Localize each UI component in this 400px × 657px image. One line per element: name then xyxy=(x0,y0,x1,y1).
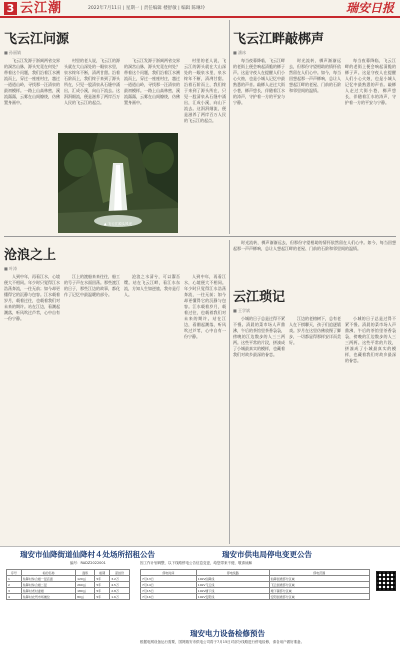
table-row xyxy=(141,594,370,600)
table-cell: 10kV安阳线 xyxy=(196,594,269,600)
page-number: 3 xyxy=(4,2,17,15)
left-notice-table xyxy=(6,569,130,600)
table-cell: 5年 xyxy=(95,576,110,582)
table-cell: 80㎡ xyxy=(76,594,95,600)
notice-area xyxy=(0,546,400,657)
table-cell: 5年 xyxy=(95,594,110,600)
article3-col3: 沧浪之水清兮，可以濯吾缨。站在飞云江畔，看江水东流，方知人生如逆旅，我亦是行人。 xyxy=(124,274,180,297)
masthead-rule xyxy=(0,16,400,18)
table-header: 租期 xyxy=(95,570,110,576)
article2-title: 飞云江畔敲梆声 xyxy=(233,32,325,47)
section-divider xyxy=(4,236,396,237)
article3-col4: 人到中年，再看江水，心境便大不相同。年少时只觉得江水浩荡奔流，一往无前；如今却更懂得它的沉静与包容。江水载着岁月，载着过往，也载着我们对未来的期许。站在江边，看潮起潮落，听风吹过芦苇，心中自有一份宁静。 xyxy=(184,274,226,339)
table-cell: 仙降街道部分区域 xyxy=(269,576,369,582)
article3-col2: 江上的渡船来来往往，船工的号子声在水面回荡。那些渡江的日子，那些江边的故事，都化作了记忆中最温暖的部分。 xyxy=(64,274,120,297)
table-cell: 3.2万 xyxy=(110,576,130,582)
table-cell: 塘下镇部分区域 xyxy=(269,588,369,594)
table-cell: 4.5万 xyxy=(110,582,130,588)
table-header: 面积 xyxy=(76,570,95,576)
table-cell: 1 xyxy=(7,576,22,582)
article3-col1: 人到中年，再看江水，心境便大不相同。年少时只觉得江水浩荡奔流，一往无前；如今却更懂得它的沉静与包容。江水载着岁月，载着过往，也载着我们对未来的期许。站在江边，看潮起潮落，听风吹过芦苇，心中自有一份宁静。 xyxy=(4,274,60,321)
article2-continuation: 时光流转，梆声渐渐远去，但那份守望相助的情怀依然留在人们心中。如今，每当回想起那一声声梆响，总让人想起江畔的老屋、门前的石阶和邻里间的温情。 xyxy=(233,240,396,251)
waterfall-photo xyxy=(58,133,178,233)
table-cell: 120㎡ xyxy=(76,576,95,582)
table-header: 起拍价 xyxy=(110,570,130,576)
table-header: 标的名称 xyxy=(21,570,75,576)
table-header: 序号 xyxy=(7,570,22,576)
article1-col1: 飞云江发源于浙闽两省交界的洞宫山脉，源头究竟在何处？带着这个问题，我们沿着江水溯流而上，穿过一座座村庄，越过一道道山岭，寻找那一汪清泉的最初模样。一路上山高林密，溪流潺潺，云雾在山间缭绕，仿佛置身画中。 xyxy=(4,58,60,105)
article2-col2: 时光流转，梆声渐渐远去，但那份守望相助的情怀依然留在人们心中。如今，每当回想起那一声声梆响，总让人想起江畔的老屋、门前的石阶和邻里间的温情。 xyxy=(289,58,341,93)
table-cell: 飞云街道部分区域 xyxy=(269,582,369,588)
table-cell: 7月14日 xyxy=(141,582,197,588)
table-header: 停电线路 xyxy=(196,570,269,576)
photo-caption: ▲ 飞云江源头风光 xyxy=(103,222,133,226)
masthead xyxy=(0,0,400,16)
table-cell: 10kV塘下线 xyxy=(196,588,269,594)
article3-title: 沧浪之上 xyxy=(4,248,57,263)
section-title: 云江潮 xyxy=(20,1,63,16)
newspaper-logo: 瑞安日报 xyxy=(345,1,394,15)
column-divider xyxy=(229,20,230,234)
column-divider-lower xyxy=(229,240,230,544)
issue-meta: 2022年7月11日 | 星期一 | 责任编辑 楼舒敏 | 编辑 陈琳玲 xyxy=(88,6,206,11)
article2-col1: 每当夜幕降临，飞云江畔的老街上便会响起清脆的梆子声。这是守夜人在提醒人们小心火烛，也是小城人记忆中最熟悉的声音。敲梆人走过大街小巷，梆声悠长，伴随着江水的涛声，守护着一方的平安与宁静。 xyxy=(233,58,285,105)
right-notice-sub: 因工作计划调整，以下线路停电公告信息变更，给您带来不便，敬请谅解 xyxy=(140,561,252,565)
table-cell: 7月16日 xyxy=(141,594,197,600)
table-cell: 10kV仙降线 xyxy=(196,576,269,582)
table-cell: 3 xyxy=(7,588,22,594)
table-cell: 仙降村综合楼二层 xyxy=(21,582,75,588)
table-header: 停电范围 xyxy=(269,570,369,576)
table-cell: 仙降村老村委楼 xyxy=(21,588,75,594)
table-row xyxy=(7,594,130,600)
table-cell: 180㎡ xyxy=(76,588,95,594)
left-notice-sub: 编号：RADZ2022001 xyxy=(70,561,106,565)
bottom-notice-title: 瑞安电力设备检修预告 xyxy=(190,629,265,638)
table-cell: 7月15日 xyxy=(141,588,197,594)
article1-title: 飞云江问源 xyxy=(4,32,70,47)
article1-col3: 飞云江发源于浙闽两省交界的洞宫山脉，源头究竟在何处？带着这个问题，我们沿着江水溯流而上，穿过一座座村庄，越过一道道山岭，寻找那一汪清泉的最初模样。一路上山高林密，溪流潺潺，云雾在山间缭绕，仿佛置身画中。 xyxy=(124,58,180,105)
right-notice-table xyxy=(140,569,370,600)
qr-code-icon xyxy=(376,571,396,591)
left-notice-title: 瑞安市仙降街道仙降村４处场所招租公告 xyxy=(20,550,155,559)
table-cell: 仙降村综合楼一层店面 xyxy=(21,576,75,582)
article4-col3: 小城的日子总是过得不紧不慢。清晨的菜市场人声鼎沸，午后的茶馆里茶香袅袅，傍晚的江边散步的人三三两两。这些平常的片段，拼凑成了小城最真实的模样，也藏着我们对故乡最深的眷恋。 xyxy=(345,316,396,363)
article4-byline: ■ 王学斌 xyxy=(233,308,251,313)
table-cell: 2.8万 xyxy=(110,588,130,594)
table-cell: 安阳街道部分区域 xyxy=(269,594,369,600)
bottom-notice-sub: 根据电网设备运行需要，国网瑞安市供电公司将于7月15日对部分线路进行停电检修，请各用户做好准备。 xyxy=(140,640,305,644)
article1-byline: ■ 孙丽婧 xyxy=(4,50,22,55)
table-cell: 5年 xyxy=(95,588,110,594)
article1-col4: 村里的老人说，飞云江的源头就在大山深处的一眼泉水里，泉水终年不断，清冽甘甜。沿着石阶而上，我们终于来到了源头所在，只见一股清泉从石缝中涌出，汇成小溪，向山下流去。这涓涓细流，便是滋养了两岸百万人民的飞云江的起点。 xyxy=(184,58,226,123)
table-cell: 2 xyxy=(7,582,22,588)
table-cell: 7月13日 xyxy=(141,576,197,582)
table-cell: 260㎡ xyxy=(76,582,95,588)
table-cell: 1.6万 xyxy=(110,594,130,600)
article4-col2: 江边的老榕树下，总有老人在下棋聊天，孩子们追逐嬉戏。岁月在这里仿佛放慢了脚步，一切都显得那样安详而美好。 xyxy=(289,316,341,345)
article3-byline: ■ 叶涛 xyxy=(4,266,18,271)
table-cell: 仙降村农贸市场摊位 xyxy=(21,594,75,600)
article4-col1: 小城的日子总是过得不紧不慢。清晨的菜市场人声鼎沸，午后的茶馆里茶香袅袅，傍晚的江边散步的人三三两两。这些平常的片段，拼凑成了小城最真实的模样，也藏着我们对故乡最深的眷恋。 xyxy=(233,316,285,357)
right-notice-title: 瑞安市供电局停电变更公告 xyxy=(222,550,312,559)
table-cell: 10kV飞云线 xyxy=(196,582,269,588)
table-cell: 5年 xyxy=(95,582,110,588)
article2-col3: 每当夜幕降临，飞云江畔的老街上便会响起清脆的梆子声。这是守夜人在提醒人们小心火烛，也是小城人记忆中最熟悉的声音。敲梆人走过大街小巷，梆声悠长，伴随着江水的涛声，守护着一方的平安与宁静。 xyxy=(345,58,396,105)
article2-byline: ■ 潘冰 xyxy=(233,50,247,55)
article1-col2: 村里的老人说，飞云江的源头就在大山深处的一眼泉水里，泉水终年不断，清冽甘甜。沿着石阶而上，我们终于来到了源头所在，只见一股清泉从石缝中涌出，汇成小溪，向山下流去。这涓涓细流，便是滋养了两岸百万人民的飞云江的起点。 xyxy=(64,58,120,105)
table-header: 停电时间 xyxy=(141,570,197,576)
table-cell: 4 xyxy=(7,594,22,600)
article4-title: 云江琐记 xyxy=(233,290,286,305)
